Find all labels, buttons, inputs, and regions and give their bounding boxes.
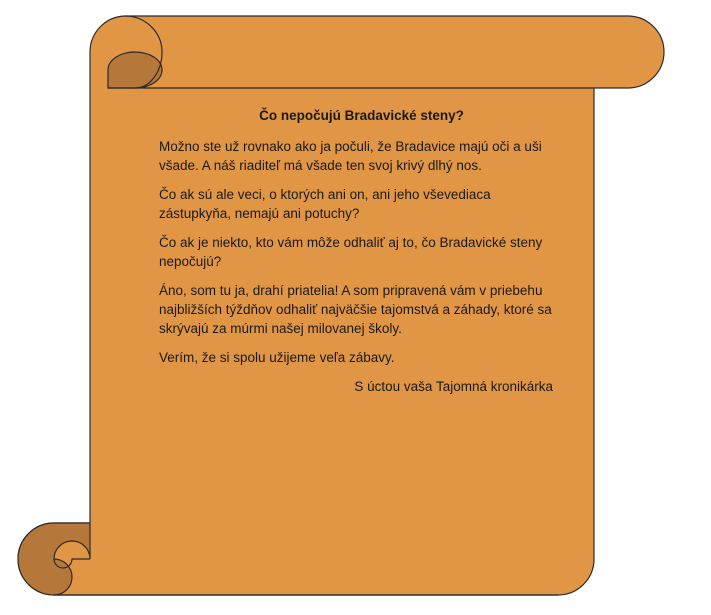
paragraph-1: Možno ste už rovnako ako ja počuli, že Bradavice majú oči a uši všade. A náš riaditeľ má všade ten svoj krivý dlhý nos. — [159, 139, 542, 173]
scroll-text — [159, 106, 564, 396]
scroll-title: Čo nepočujú Bradavické steny? — [259, 108, 464, 123]
paragraph-4: Áno, som tu ja, drahí priatelia! A som pripravená vám v priebehu najbližších týždňov odhaliť najväčšie tajomstvá a záhady, ktoré sa skrývajú za múrmi našej milovanej školy. — [159, 283, 552, 336]
signature: S úctou vaša Tajomná kronikárka — [354, 379, 553, 394]
paragraph-5: Verím, že si spolu užijeme veľa zábavy. — [159, 350, 395, 365]
top-curl-shadow — [108, 52, 162, 88]
paragraph-2: Čo ak sú ale veci, o ktorých ani on, ani jeho vševediaca zástupkyňa, nemajú ani potuchy? — [159, 187, 491, 221]
paragraph-3: Čo ak je niekto, kto vám môže odhaliť aj to, čo Bradavické steny nepočujú? — [159, 235, 543, 269]
